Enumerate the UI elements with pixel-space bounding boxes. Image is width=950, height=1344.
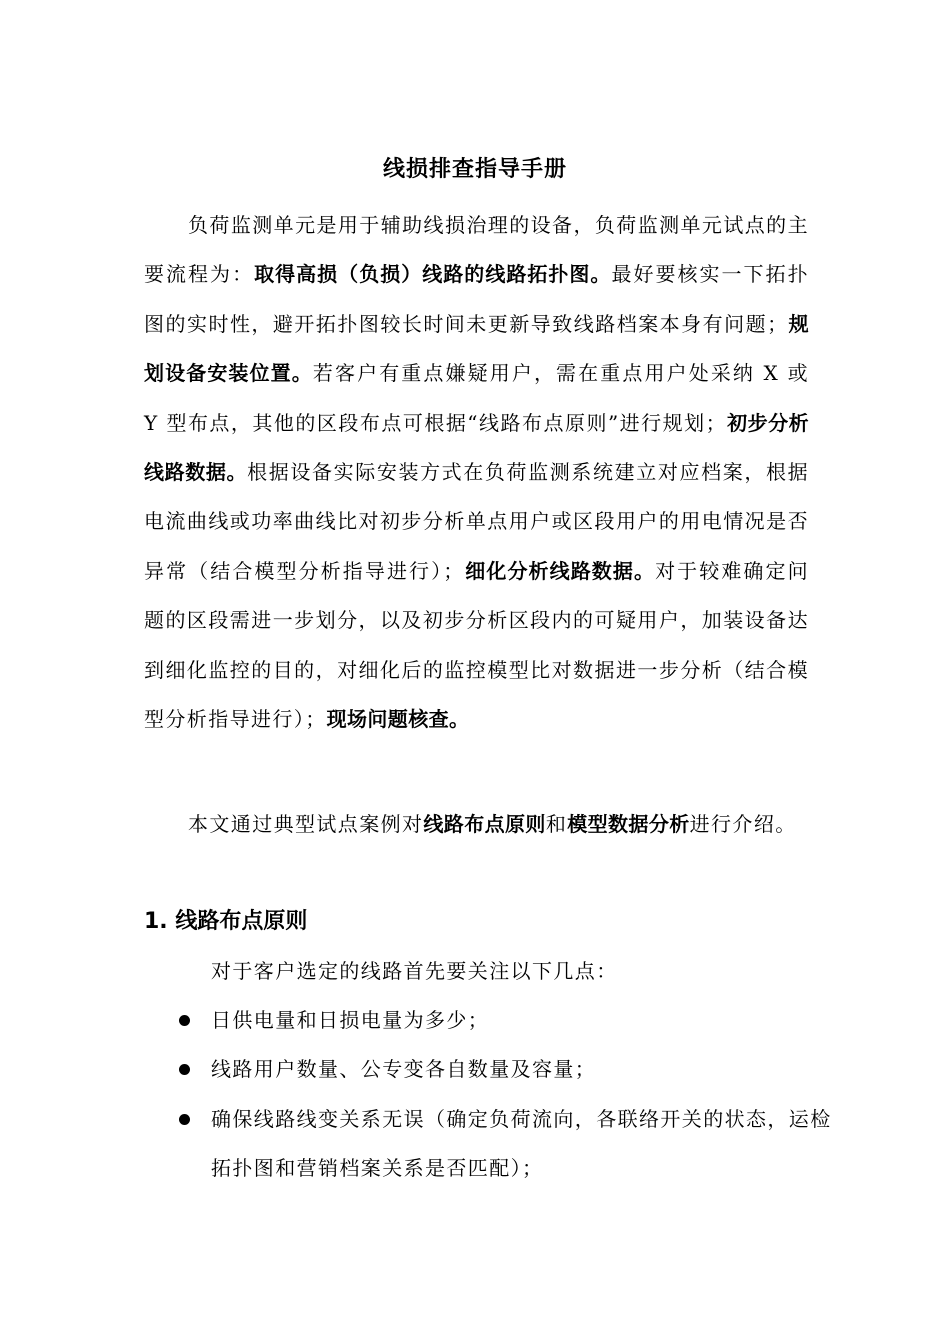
process-step-1: 取得高损（负损）线路的线路拓扑图。 [254,262,612,287]
bullet-icon [179,1015,190,1026]
process-text-2: 最好要核实一下拓扑图的实时性，避开拓扑图较长时间未更新导致线路档案本身有问题； [144,262,809,336]
process-step-3: 初步分析线路数据。 [144,410,809,485]
overview-text [144,800,809,849]
process-step-2: 规划设备安装位置。 [144,311,810,386]
process-text-4: 根据设备实际安装方式在负荷监测系统建立对应档案，根据电流曲线或功率曲线比对初步分析单点用户或区段用户的用电情况是否异常（结合模型分析指导进行）； [144,460,810,583]
process-step-5: 现场问题核查。 [326,707,470,732]
overview-text-2: 和 [545,812,568,836]
process-text-1: 负荷监测单元是用于辅助线损治理的设备，负荷监测单元试点的主要流程为： [144,213,809,287]
paragraph-process [144,201,809,744]
process-step-4: 细化分析线路数据。 [464,558,656,583]
process-text-5: 对于较难确定问题的区段需进一步划分，以及初步分析区段内的可疑用户，加装设备达到细化监控的目的，对细化后的监控模型比对数据进一步分析（结合模型分析指导进行）； [144,558,809,732]
list-item [175,1045,835,1094]
bullet-list [175,996,835,1194]
list-item-text: 线路用户数量、公专变各自数量及容量； [211,1057,597,1082]
section-heading: 1. 线路布点原则 [144,909,308,934]
section-intro: 对于客户选定的线路首先要关注以下几点： [211,959,618,983]
list-item [175,1095,835,1194]
paragraph-overview [144,800,809,849]
process-text [144,201,809,744]
process-text-3: 若客户有重点嫌疑用户，需在重点用户处采纳 X 或 Y 型布点，其他的区段布点可根据“线路布点原则”进行规划； [144,361,809,435]
overview-text-3: 进行介绍。 [689,812,797,836]
bullet-icon [179,1114,190,1125]
list-item-text: 日供电量和日损电量为多少； [211,1008,490,1032]
list-item-text: 确保线路线变关系无误（确定负荷流向，各联络开关的状态，运检拓扑图和营销档案关系是否匹配）； [211,1106,832,1181]
overview-topic-2: 模型数据分析 [567,812,690,836]
overview-topic-1: 线路布点原则 [423,812,546,836]
list-item [175,996,835,1045]
overview-text-1: 本文通过典型试点案例对 [188,812,424,836]
document-title: 线损排查指导手册 [382,157,567,182]
bullet-icon [179,1064,190,1075]
